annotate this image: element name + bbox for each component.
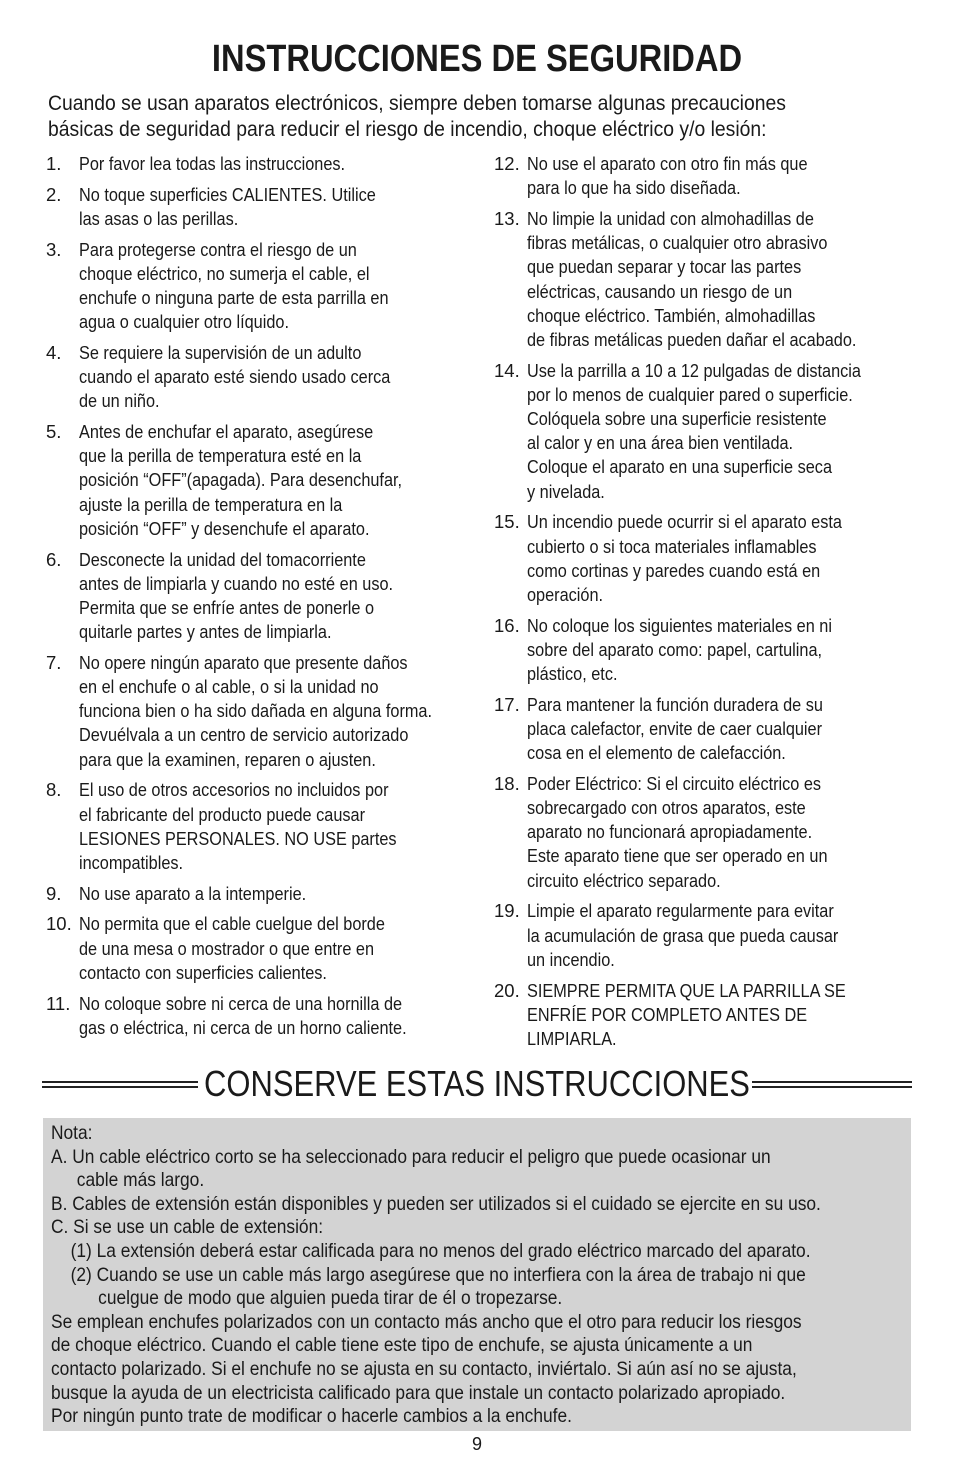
- instruction-item: [494, 152, 912, 200]
- instruction-item: [46, 548, 464, 645]
- instruction-line: Por favor lea todas las instrucciones.: [79, 153, 346, 174]
- note-paragraph-line: contacto polarizado. Si el enchufe no se ajusta en su contacto, inviértalo. Si aún así no se ajusta,: [51, 1357, 797, 1380]
- instruction-line: por lo menos de cualquier pared o superficie.: [527, 383, 853, 405]
- instruction-number: 3.: [46, 238, 62, 260]
- instruction-line: incompatibles.: [79, 851, 184, 873]
- instruction-item: [46, 882, 464, 906]
- instruction-line: Limpie el aparato regularmente para evitar: [527, 900, 834, 922]
- instruction-number: 7.: [46, 651, 62, 673]
- note-item-c: C. Si se use un cable de extensión:: [51, 1216, 324, 1239]
- instruction-line: ajuste la perilla de temperatura en la: [79, 493, 343, 515]
- instruction-line: Coloque el aparato en una superficie seca: [527, 456, 833, 478]
- instruction-item: [46, 912, 464, 985]
- page-number: 9: [471, 1434, 482, 1454]
- instruction-line: posición “OFF” y desenchufe el aparato.: [79, 517, 370, 539]
- instruction-text: [79, 912, 464, 985]
- instruction-number: 11.: [46, 992, 71, 1014]
- instruction-text: [527, 614, 912, 687]
- instruction-line: de fibras metálicas pueden dañar el acabado.: [527, 328, 857, 350]
- instruction-number: 1.: [46, 153, 62, 174]
- instruction-line: operación.: [527, 583, 604, 605]
- instruction-item: [46, 778, 464, 875]
- instruction-line: LESIONES PERSONALES. NO USE partes: [79, 827, 397, 849]
- instruction-text: [527, 899, 912, 972]
- instruction-item: [46, 238, 464, 335]
- note-item-a-continued: cable más largo.: [76, 1169, 205, 1192]
- instruction-text: [79, 992, 464, 1040]
- instruction-number: 6.: [46, 548, 62, 570]
- instruction-number: 4.: [46, 341, 62, 363]
- instruction-line: al calor y en una área bien ventilada.: [527, 432, 794, 454]
- instruction-line: para que la examinen, reparen o ajusten.: [79, 748, 376, 770]
- instruction-line: y nivelada.: [527, 480, 605, 502]
- instruction-line: que la perilla de temperatura esté en la: [79, 445, 362, 467]
- instruction-line: de un niño.: [79, 390, 160, 412]
- note-item-c2-continued: cuelgue de modo que alguien pueda tirar de él o tropezarse.: [98, 1287, 563, 1310]
- page-title: INSTRUCCIONES DE SEGURIDAD: [211, 38, 743, 80]
- instruction-line: sobre del aparato como: papel, cartulina,: [527, 638, 823, 660]
- instruction-line: plástico, etc.: [527, 663, 618, 685]
- double-rule-right: [752, 1081, 912, 1088]
- instruction-line: posición “OFF”(apagada). Para desenchufar,: [79, 469, 403, 491]
- instruction-text: [527, 207, 912, 352]
- instruction-line: Permita que se enfríe antes de ponerle o: [79, 596, 375, 618]
- note-content: [51, 1122, 905, 1429]
- instruction-item: [46, 992, 464, 1040]
- instruction-line: Colóquela sobre una superficie resistente: [527, 408, 827, 430]
- instruction-number: 8.: [46, 779, 62, 801]
- instruction-number: 19.: [494, 900, 520, 922]
- instruction-line: No toque superficies CALIENTES. Utilice: [79, 183, 376, 205]
- instruction-line: agua o cualquier otro líquido.: [79, 311, 289, 333]
- instruction-item: [494, 693, 912, 766]
- note-paragraph-line: Por ningún punto trate de modificar o hacerle cambios a la enchufe.: [51, 1405, 572, 1428]
- instruction-line: Para protegerse contra el riesgo de un: [79, 238, 357, 260]
- note-item-c2: (2) Cuando se use un cable más largo asegúrese que no interfiera con la área de trabajo ni que: [70, 1263, 806, 1286]
- instruction-line: No coloque sobre ni cerca de una hornilla de: [79, 992, 403, 1014]
- note-paragraph-line: de choque eléctrico. Cuando el cable tiene este tipo de enchufe, se ajusta únicamente a un: [51, 1334, 753, 1357]
- instruction-number: 13.: [494, 207, 520, 229]
- instruction-line: funciona bien o ha sido dañada en alguna forma.: [79, 700, 433, 722]
- instruction-line: Devuélvala a un centro de servicio autorizado: [79, 724, 409, 746]
- instruction-number: 18.: [494, 772, 520, 794]
- note-paragraph-line: busque la ayuda de un electricista calificado para que instale un contacto polarizado apropiado.: [51, 1381, 786, 1404]
- instruction-number: 15.: [494, 511, 520, 533]
- instruction-line: fibras metálicas, o cualquier otro abrasivo: [527, 232, 828, 254]
- instruction-line: choque eléctrico, no sumerja el cable, el: [79, 262, 370, 284]
- note-item-b: B. Cables de extensión están disponibles y pueden ser utilizados si el cuidado se ejercite en su uso.: [51, 1192, 821, 1215]
- instruction-item: [46, 651, 464, 772]
- instruction-line: Se requiere la supervisión de un adulto: [79, 341, 362, 363]
- instruction-line: LIMPIARLA.: [527, 1027, 617, 1049]
- instruction-line: como cortinas y paredes cuando está en: [527, 559, 821, 581]
- instruction-text: [527, 359, 912, 504]
- instruction-text: [79, 420, 464, 541]
- instruction-number: 14.: [494, 359, 520, 381]
- instruction-item: [494, 359, 912, 504]
- instruction-item: [494, 979, 912, 1052]
- note-label: Nota:: [51, 1122, 93, 1144]
- instruction-text: [79, 183, 464, 231]
- note-item-a: A. Un cable eléctrico corto se ha seleccionado para reducir el peligro que puede ocasionar un: [51, 1145, 771, 1168]
- instruction-line: de una mesa o mostrador o que entre en: [79, 937, 375, 959]
- instruction-line: No coloque los siguientes materiales en ni: [527, 614, 832, 636]
- instruction-line: sobrecargado con otros aparatos, este: [527, 797, 806, 819]
- instruction-item: [46, 183, 464, 231]
- instruction-item: [46, 341, 464, 414]
- intro-text: [48, 90, 917, 142]
- instruction-line: para lo que ha sido diseñada.: [527, 177, 741, 199]
- instruction-line: quitarle partes y antes de limpiarla.: [79, 621, 332, 643]
- instruction-text: [527, 979, 912, 1052]
- instruction-line: cosa en el elemento de calefacción.: [527, 742, 786, 764]
- instruction-text: [527, 152, 912, 200]
- note-box: [43, 1118, 911, 1431]
- instruction-item: [494, 614, 912, 687]
- instruction-line: placa calefactor, envite de caer cualquier: [527, 717, 823, 739]
- save-instructions-banner: [42, 1062, 912, 1106]
- instruction-number: 2.: [46, 183, 62, 205]
- instruction-line: aparato no funcionará apropiadamente.: [527, 821, 813, 843]
- instruction-text: [79, 778, 464, 875]
- instruction-line: contacto con superficies calientes.: [79, 961, 327, 983]
- instruction-line: El uso de otros accesorios no incluidos por: [79, 779, 389, 801]
- instruction-line: las asas o las perillas.: [79, 207, 239, 229]
- instruction-text: [527, 693, 912, 766]
- instruction-line: Este aparato tiene que ser operado en un: [527, 845, 828, 867]
- instruction-line: que puedan separar y tocar las partes: [527, 256, 802, 278]
- instruction-text: [79, 548, 464, 645]
- instruction-line: en el enchufe o al cable, o si la unidad no: [79, 676, 379, 698]
- instruction-text: [79, 651, 464, 772]
- instruction-text: [79, 152, 464, 176]
- instruction-line: cubierto o si toca materiales inflamables: [527, 535, 817, 557]
- instruction-line: No opere ningún aparato que presente daños: [79, 651, 408, 673]
- instructions-left-column: [46, 152, 464, 1046]
- instruction-number: 16.: [494, 614, 520, 636]
- instruction-number: 12.: [494, 153, 520, 174]
- instruction-item: [494, 510, 912, 607]
- instruction-line: No permita que el cable cuelgue del borde: [79, 913, 385, 935]
- instruction-line: circuito eléctrico separado.: [527, 869, 721, 891]
- instruction-line: Poder Eléctrico: Si el circuito eléctrico es: [527, 772, 822, 794]
- note-paragraph-line: Se emplean enchufes polarizados con un contacto más ancho que el otro para reducir los riesgos: [51, 1310, 802, 1333]
- instruction-line: Para mantener la función duradera de su: [527, 693, 823, 715]
- instruction-text: [79, 882, 464, 906]
- instruction-line: SIEMPRE PERMITA QUE LA PARRILLA SE: [527, 979, 846, 1001]
- instruction-line: Desconecte la unidad del tomacorriente: [79, 548, 366, 570]
- instruction-line: gas o eléctrica, ni cerca de un horno caliente.: [79, 1016, 407, 1038]
- instructions-right-column: [494, 152, 912, 1058]
- note-item-c1: (1) La extensión deberá estar calificada para no menos del grado eléctrico marcado del aparato.: [70, 1239, 811, 1262]
- instruction-number: 10.: [46, 913, 72, 935]
- instruction-line: No use el aparato con otro fin más que: [527, 153, 808, 174]
- instruction-line: cuando el aparato esté siendo usado cerca: [79, 366, 391, 388]
- instruction-line: choque eléctrico. También, almohadillas: [527, 304, 816, 326]
- instruction-line: No limpie la unidad con almohadillas de: [527, 207, 814, 229]
- instruction-line: Antes de enchufar el aparato, asegúrese: [79, 421, 374, 443]
- instruction-text: [527, 510, 912, 607]
- instruction-number: 9.: [46, 882, 62, 904]
- intro-line: Cuando se usan aparatos electrónicos, siempre deben tomarse algunas precauciones: [48, 91, 786, 115]
- instruction-item: [494, 899, 912, 972]
- instruction-line: un incendio.: [527, 948, 615, 970]
- instruction-text: [527, 772, 912, 893]
- save-instructions-heading: CONSERVE ESTAS INSTRUCCIONES: [204, 1063, 750, 1104]
- instruction-item: [46, 152, 464, 176]
- instruction-line: antes de limpiarla y cuando no esté en uso.: [79, 572, 394, 594]
- instruction-item: [494, 772, 912, 893]
- instruction-line: ENFRÍE POR COMPLETO ANTES DE: [527, 1003, 808, 1025]
- instruction-item: [494, 207, 912, 352]
- instruction-line: el fabricante del producto puede causar: [79, 803, 365, 825]
- instruction-item: [46, 420, 464, 541]
- instruction-number: 5.: [46, 421, 62, 443]
- intro-line: básicas de seguridad para reducir el riesgo de incendio, choque eléctrico y/o lesión:: [48, 117, 767, 141]
- instruction-line: la acumulación de grasa que pueda causar: [527, 924, 839, 946]
- instruction-line: Use la parrilla a 10 a 12 pulgadas de distancia: [527, 359, 861, 381]
- instruction-number: 20.: [494, 979, 520, 1001]
- instruction-line: enchufe o ninguna parte de esta parrilla en: [79, 287, 389, 309]
- instruction-line: eléctricas, causando un riesgo de un: [527, 280, 793, 302]
- instruction-number: 17.: [494, 693, 520, 715]
- instruction-line: Un incendio puede ocurrir si el aparato esta: [527, 511, 842, 533]
- instruction-text: [79, 238, 464, 335]
- instruction-text: [79, 341, 464, 414]
- instruction-line: No use aparato a la intemperie.: [79, 882, 307, 904]
